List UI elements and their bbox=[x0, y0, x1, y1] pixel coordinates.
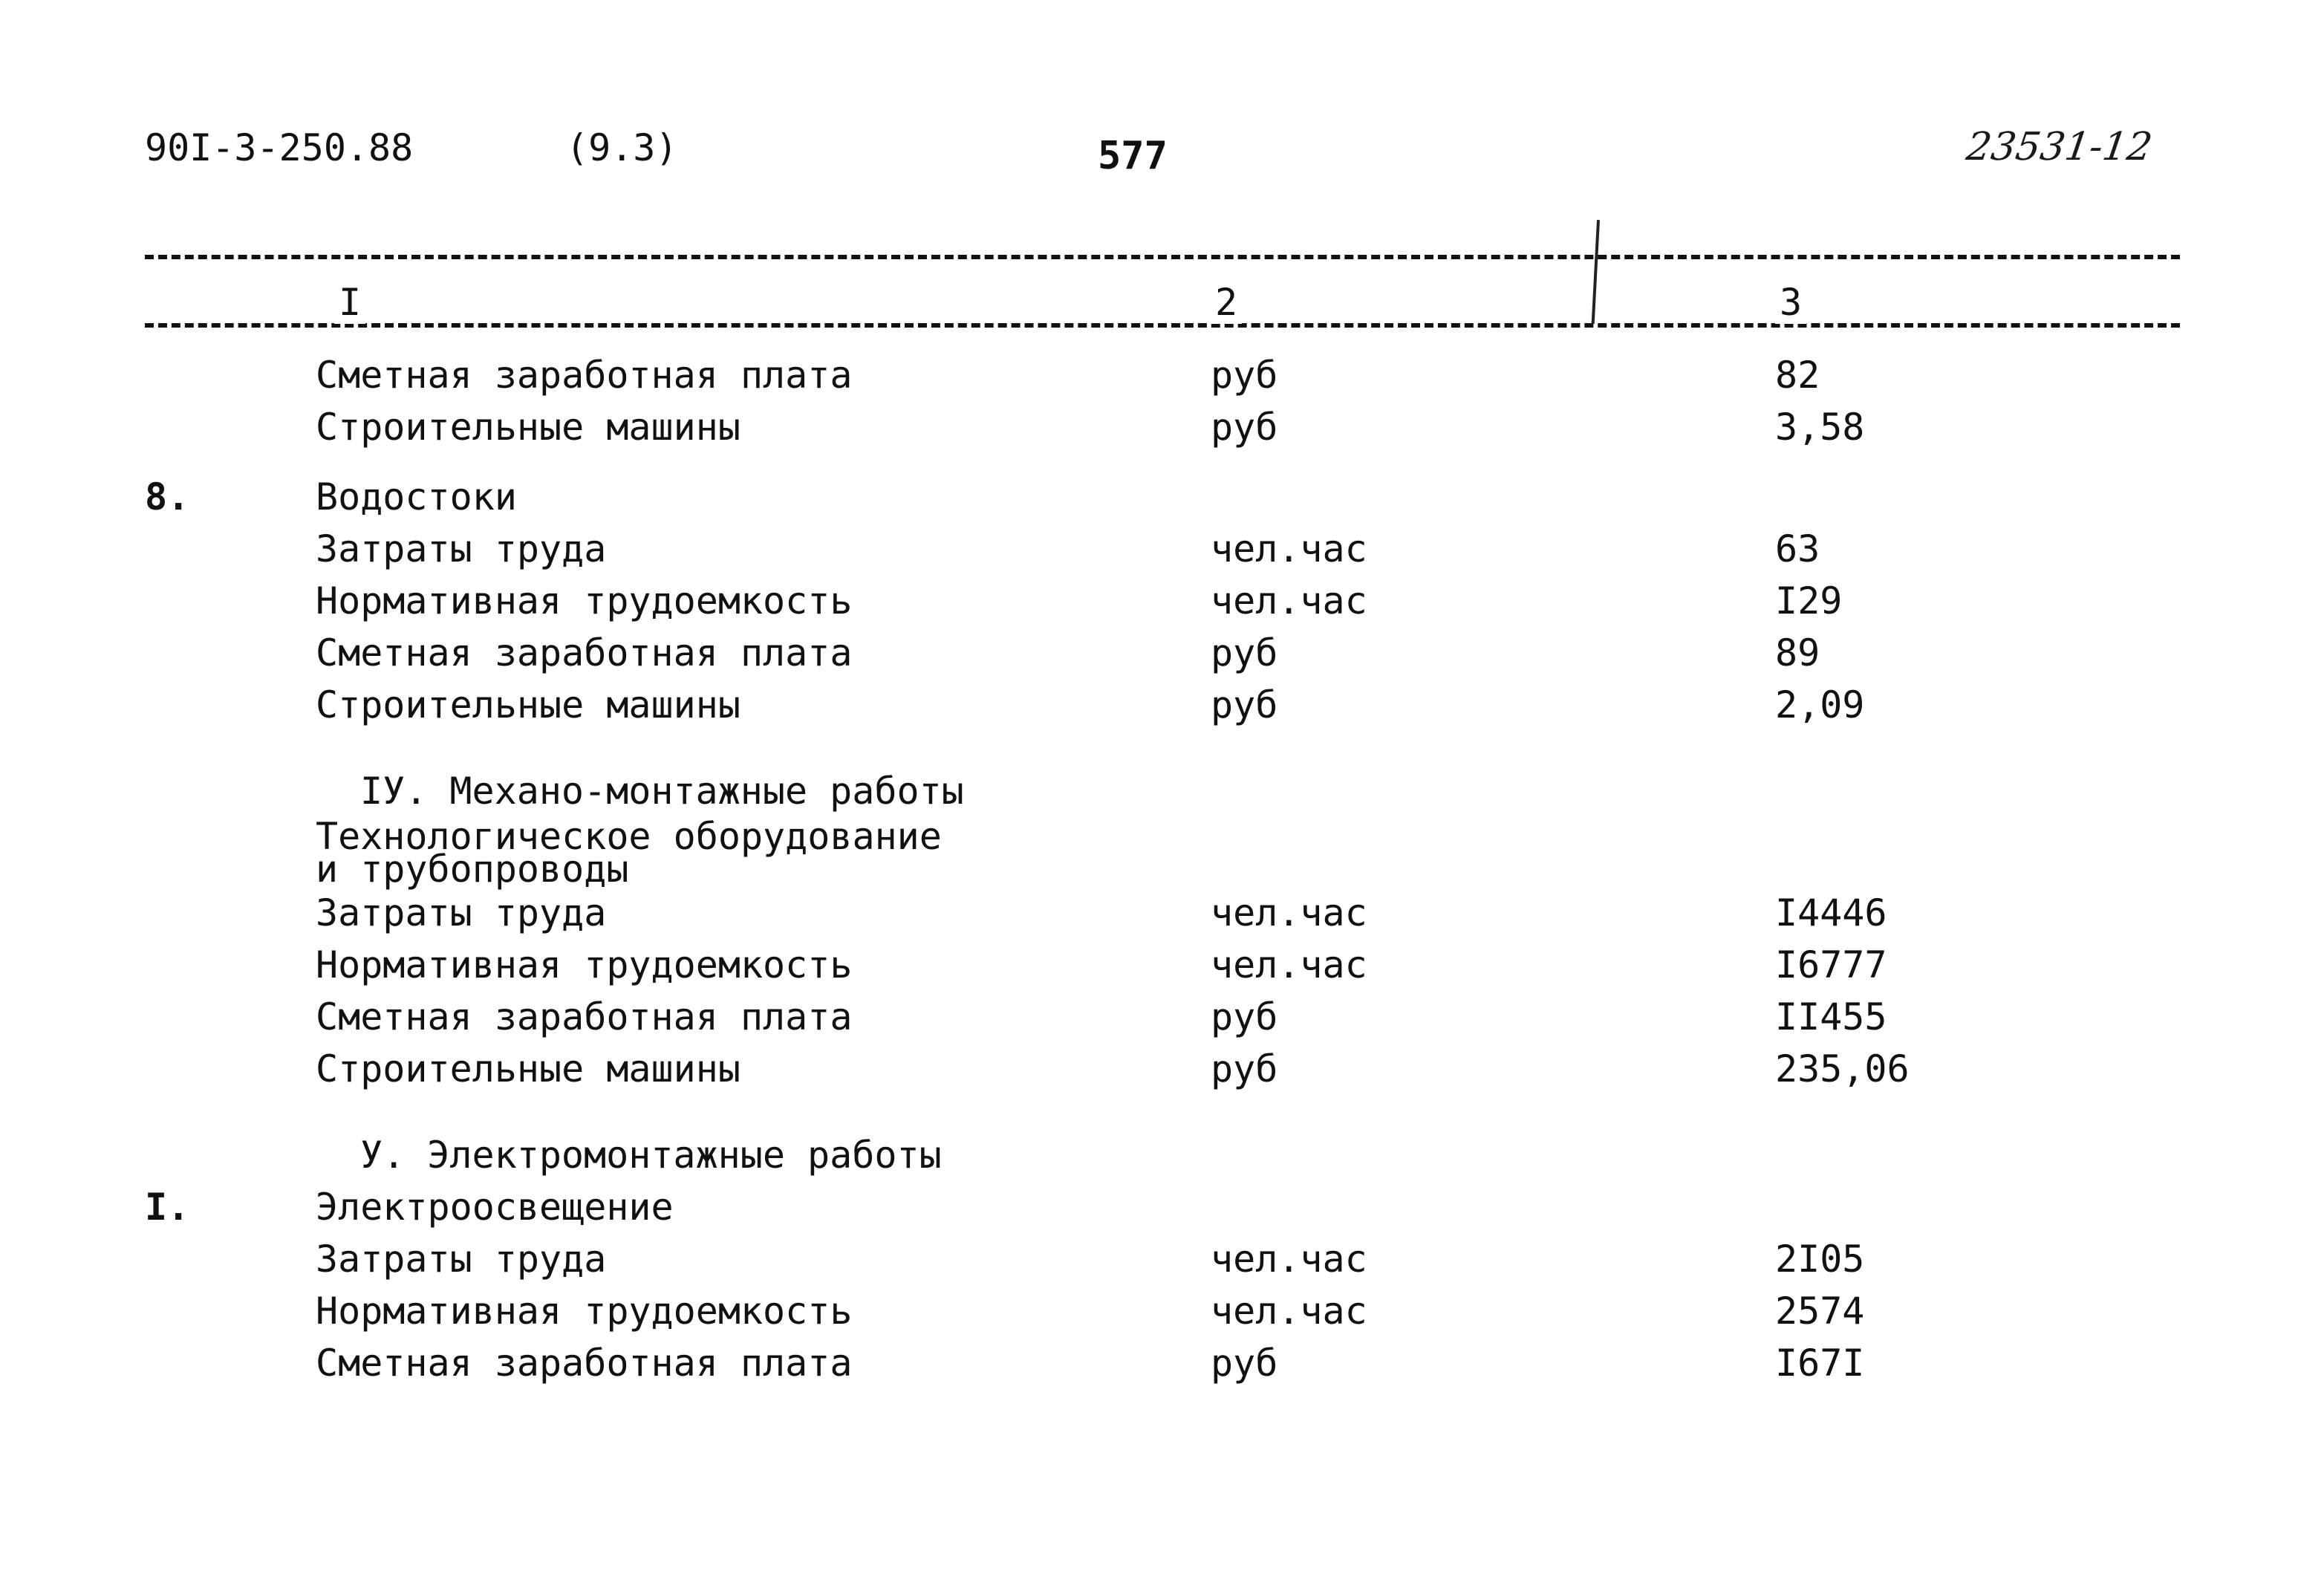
row-unit: руб bbox=[1211, 1047, 1278, 1090]
row-number: 8. bbox=[145, 475, 190, 518]
table-body bbox=[0, 349, 2324, 1389]
row-name: Технологическое оборудование и трубопроводы bbox=[316, 815, 942, 891]
row-unit: чел.час bbox=[1211, 891, 1367, 934]
table-row bbox=[0, 1337, 2324, 1389]
page-number: 577 bbox=[1098, 134, 1168, 178]
row-unit: чел.час bbox=[1211, 579, 1367, 622]
section-heading-row bbox=[0, 1129, 2324, 1181]
row-value: I29 bbox=[1775, 579, 1843, 622]
table-row bbox=[0, 991, 2324, 1043]
section-number: (9.3) bbox=[566, 126, 678, 169]
table-row bbox=[0, 523, 2324, 575]
table-row bbox=[0, 679, 2324, 731]
row-value: 82 bbox=[1775, 354, 1820, 397]
table-row bbox=[0, 1233, 2324, 1285]
row-name: Нормативная трудоемкость bbox=[316, 579, 853, 622]
row-value: I6777 bbox=[1775, 943, 1887, 986]
row-unit: руб bbox=[1211, 995, 1278, 1038]
row-unit: чел.час bbox=[1211, 1238, 1367, 1281]
section-title: У. Электромонтажные работы bbox=[360, 1134, 942, 1177]
table-row bbox=[0, 401, 2324, 453]
table-top-rule bbox=[145, 255, 2180, 259]
row-value: 63 bbox=[1775, 527, 1820, 570]
row-unit: чел.час bbox=[1211, 943, 1367, 986]
doc-code: 90I-3-250.88 bbox=[145, 126, 414, 169]
table-row bbox=[0, 349, 2324, 401]
row-unit: руб bbox=[1211, 683, 1278, 726]
row-value: 2,09 bbox=[1775, 683, 1865, 726]
row-name: Нормативная трудоемкость bbox=[316, 943, 853, 986]
section-heading-row bbox=[0, 765, 2324, 817]
table-row bbox=[0, 627, 2324, 679]
vertical-pen-stroke bbox=[1592, 220, 1600, 324]
table-row bbox=[0, 1285, 2324, 1337]
handwritten-reference: 23531-12 bbox=[1963, 125, 2155, 169]
table-row bbox=[0, 939, 2324, 991]
table-row bbox=[0, 815, 2324, 891]
table-row bbox=[0, 471, 2324, 523]
table-row bbox=[0, 887, 2324, 939]
table-row bbox=[0, 1043, 2324, 1095]
table-row bbox=[0, 1181, 2324, 1233]
row-value: 3,58 bbox=[1775, 406, 1865, 449]
row-value: II455 bbox=[1775, 995, 1887, 1038]
section-title: IУ. Механо-монтажные работы bbox=[360, 770, 964, 813]
row-name: Сметная заработная плата bbox=[316, 1342, 853, 1385]
row-value: 2I05 bbox=[1775, 1238, 1865, 1281]
column-header-1: I bbox=[334, 281, 365, 324]
row-unit: чел.час bbox=[1211, 1290, 1367, 1333]
row-name: Водостоки bbox=[316, 475, 517, 518]
row-unit: руб bbox=[1211, 1342, 1278, 1385]
row-unit: руб bbox=[1211, 406, 1278, 449]
row-name: Сметная заработная плата bbox=[316, 354, 853, 397]
row-name: Сметная заработная плата bbox=[316, 995, 853, 1038]
table-row bbox=[0, 575, 2324, 627]
row-name: Нормативная трудоемкость bbox=[316, 1290, 853, 1333]
row-name: Строительные машины bbox=[316, 406, 741, 449]
row-name: Затраты труда bbox=[316, 527, 607, 570]
row-value: 2574 bbox=[1775, 1290, 1865, 1333]
row-name: Затраты труда bbox=[316, 891, 607, 934]
row-value: 235,06 bbox=[1775, 1047, 1910, 1090]
column-header-2: 2 bbox=[1211, 281, 1242, 324]
column-header-3: 3 bbox=[1775, 281, 1806, 324]
table-header-rule bbox=[145, 323, 2180, 328]
row-unit: чел.час bbox=[1211, 527, 1367, 570]
row-name: Строительные машины bbox=[316, 683, 741, 726]
row-unit: руб bbox=[1211, 354, 1278, 397]
row-number: I. bbox=[145, 1186, 190, 1229]
row-name: Сметная заработная плата bbox=[316, 631, 853, 674]
row-unit: руб bbox=[1211, 631, 1278, 674]
row-name: Строительные машины bbox=[316, 1047, 741, 1090]
row-name: Затраты труда bbox=[316, 1238, 607, 1281]
row-value: I67I bbox=[1775, 1342, 1865, 1385]
row-value: I4446 bbox=[1775, 891, 1887, 934]
row-value: 89 bbox=[1775, 631, 1820, 674]
row-name: Электроосвещение bbox=[316, 1186, 674, 1229]
